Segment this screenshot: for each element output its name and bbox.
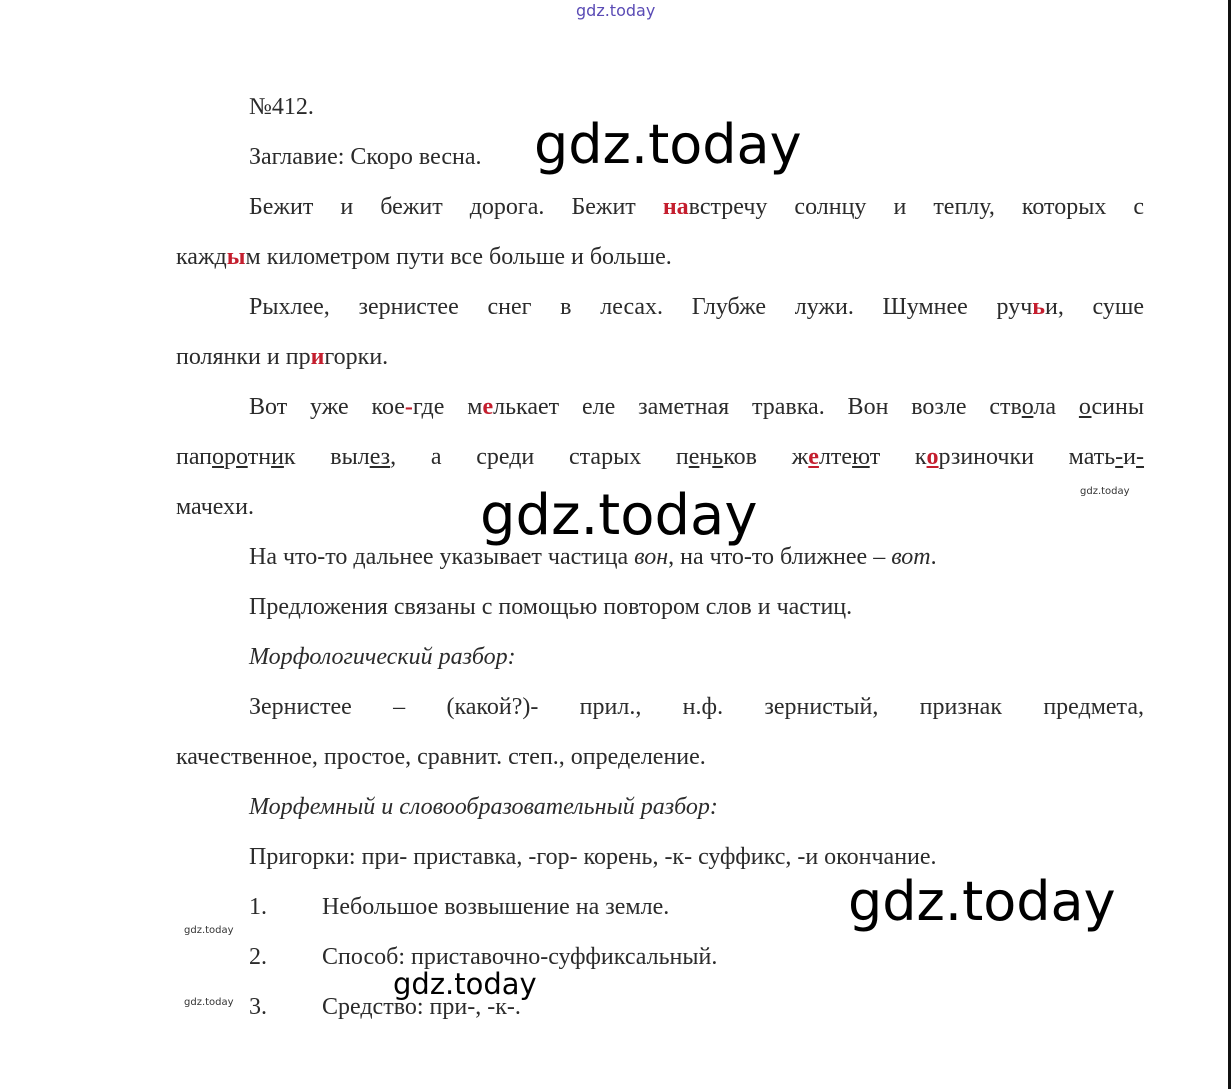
task-number: №412. bbox=[249, 94, 314, 120]
list-item: 1. Небольшое возвышение на земле. bbox=[249, 894, 670, 920]
list-item: 2. Способ: приставочно-суффиксальный. bbox=[249, 944, 718, 970]
paragraph-2-line-2: полянки и пригорки. bbox=[176, 344, 389, 370]
watermark-small: gdz.today bbox=[184, 997, 234, 1008]
morphological-line-1: Зернистее – (какой?)- прил., н.ф. зернистый, признак предмета, bbox=[249, 694, 1144, 720]
paragraph-3-line-1: Вот уже кое-где мелькает еле заметная травка. Вон возле ствола осины bbox=[249, 394, 1144, 420]
paragraph-4: На что-то дальнее указывает частица вон, на что-то ближнее – вот. bbox=[249, 544, 937, 570]
watermark-top: gdz.today bbox=[576, 1, 656, 20]
paragraph-1-line-1: Бежит и бежит дорога. Бежит навстречу солнцу и теплу, которых с bbox=[249, 194, 1144, 220]
morpheme-line: Пригорки: при- приставка, -гор- корень, -к- суффикс, -и окончание. bbox=[249, 844, 937, 870]
morphological-line-2: качественное, простое, сравнит. степ., определение. bbox=[176, 744, 706, 770]
watermark-large: gdz.today bbox=[534, 113, 802, 176]
paragraph-3-line-2: папоротник вылез, а среди старых пеньков желтеют корзиночки мать-и- bbox=[176, 444, 1145, 470]
title-line: Заглавие: Скоро весна. bbox=[249, 144, 482, 170]
paragraph-3-line-3: мачехи. bbox=[176, 494, 254, 520]
list-item: 3. Средство: при-, -к-. bbox=[249, 994, 521, 1020]
paragraph-5: Предложения связаны с помощью повтором слов и частиц. bbox=[249, 594, 853, 620]
watermark-small: gdz.today bbox=[1080, 486, 1130, 497]
paragraph-2-line-1: Рыхлее, зернистее снег в лесах. Глубже лужи. Шумнее ручьи, суше bbox=[249, 294, 1145, 320]
morpheme-heading: Морфемный и словообразовательный разбор: bbox=[249, 794, 718, 820]
watermark-large: gdz.today bbox=[848, 870, 1116, 933]
watermark-medium: gdz.today bbox=[393, 967, 537, 1001]
watermark-small: gdz.today bbox=[184, 925, 234, 936]
morphological-heading: Морфологический разбор: bbox=[249, 644, 516, 670]
paragraph-1-line-2: каждым километром пути все больше и больше. bbox=[176, 244, 672, 270]
watermark-large: gdz.today bbox=[480, 483, 758, 548]
